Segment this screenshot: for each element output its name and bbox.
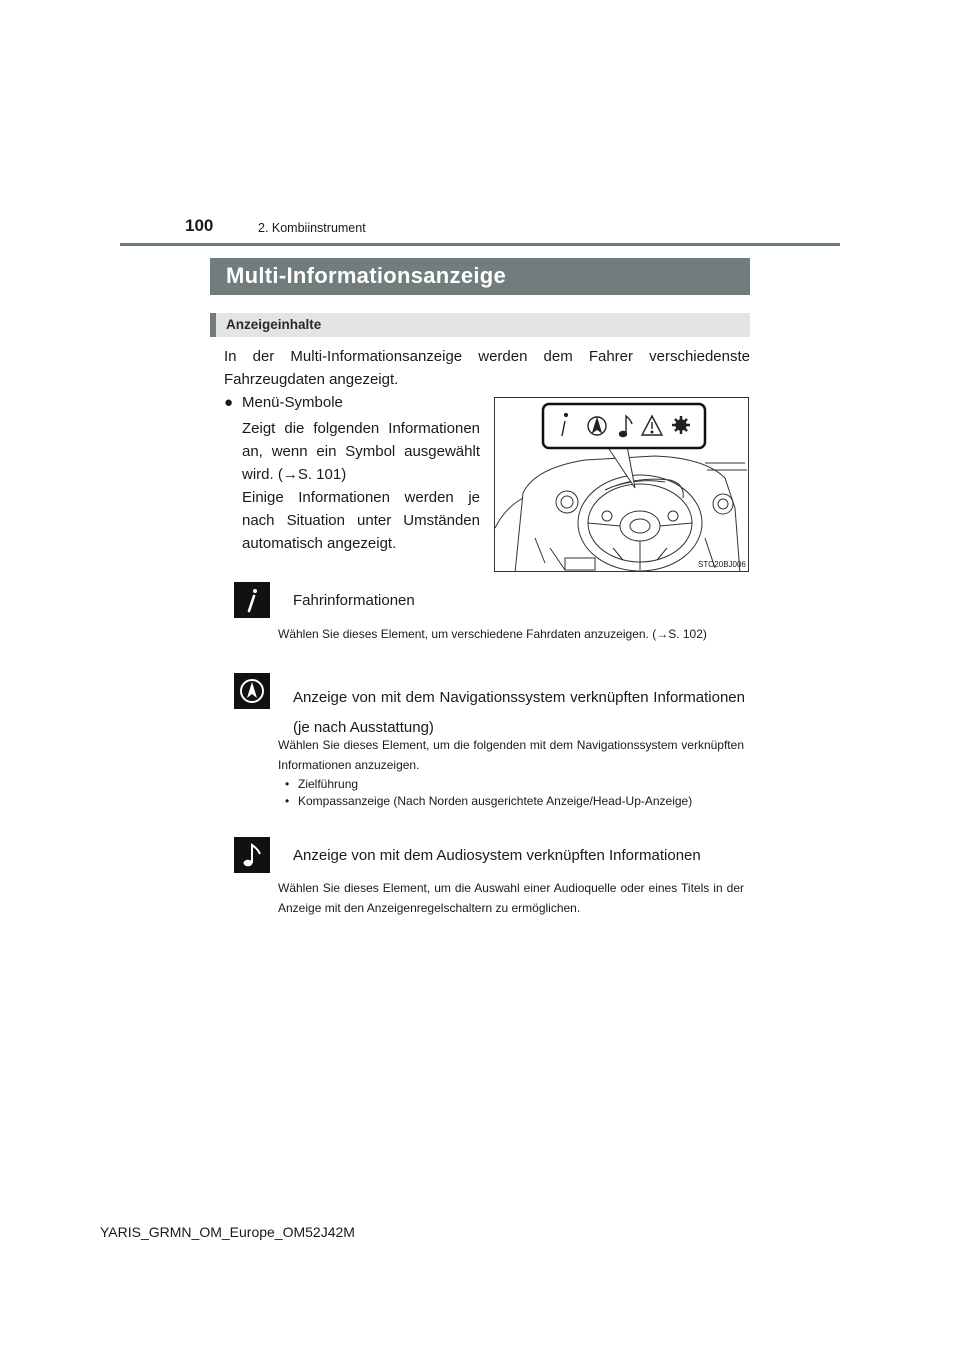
item-desc-navigation: Wählen Sie dieses Element, um die folgenden mit dem Navigationssystem verknüpften Informationen anzuzeigen. <box>278 738 744 772</box>
music-note-icon <box>234 837 270 873</box>
navigation-list <box>285 776 744 810</box>
dashboard-drawing <box>495 398 749 572</box>
header-rule <box>120 243 840 246</box>
item-desc-fahrinformationen: Wählen Sie dieses Element, um verschiedene Fahrdaten anzuzeigen. (→S. 102) <box>278 627 707 641</box>
item-title-fahrinformationen: Fahrinformationen <box>293 592 415 609</box>
subheading-accent <box>210 313 216 337</box>
page-number: 100 <box>185 216 214 235</box>
menu-description <box>242 417 480 555</box>
item-title-navigation: Anzeige von mit dem Navigationssystem verknüpften Informationen (je nach Ausstattung) <box>293 689 745 736</box>
subheading-bar <box>210 313 750 337</box>
document-footer: YARIS_GRMN_OM_Europe_OM52J42M <box>100 1224 355 1240</box>
item-desc-audio: Wählen Sie dieses Element, um die Auswahl einer Audioquelle oder eines Titels in der Anzeige mit den Anzeigenregelschaltern zu ermöglichen. <box>278 881 744 915</box>
section-label: 2. Kombiinstrument <box>258 221 366 235</box>
subheading: Anzeigeinhalte <box>226 317 322 332</box>
list-item: • Kompassanzeige (Nach Norden ausgerichtete Anzeige/Head-Up-Anzeige) <box>285 793 744 810</box>
item-title-audio: Anzeige von mit dem Audiosystem verknüpften Informationen <box>293 847 701 864</box>
menu-symbols-label: Menü-Symbole <box>242 394 343 411</box>
page-title: Multi-Informationsanzeige <box>226 263 507 288</box>
menu-description-2: Einige Informationen werden je nach Situation unter Umständen automatisch angezeigt. <box>242 489 480 552</box>
list-item: • Zielführung <box>285 776 744 793</box>
title-bar <box>210 258 750 295</box>
dashboard-illustration <box>494 397 749 572</box>
bullet-icon: ● <box>224 394 234 411</box>
info-icon <box>234 582 270 618</box>
illustration-code: STO20BJ006 <box>698 560 746 569</box>
navigation-icon <box>234 673 270 709</box>
menu-description-1: Zeigt die folgenden Informationen an, wenn ein Symbol ausgewählt wird. (→S. 101) <box>242 420 480 483</box>
intro-paragraph: In der Multi-Informationsanzeige werden dem Fahrer verschiedenste Fahrzeugdaten angezeigt. <box>224 348 750 388</box>
